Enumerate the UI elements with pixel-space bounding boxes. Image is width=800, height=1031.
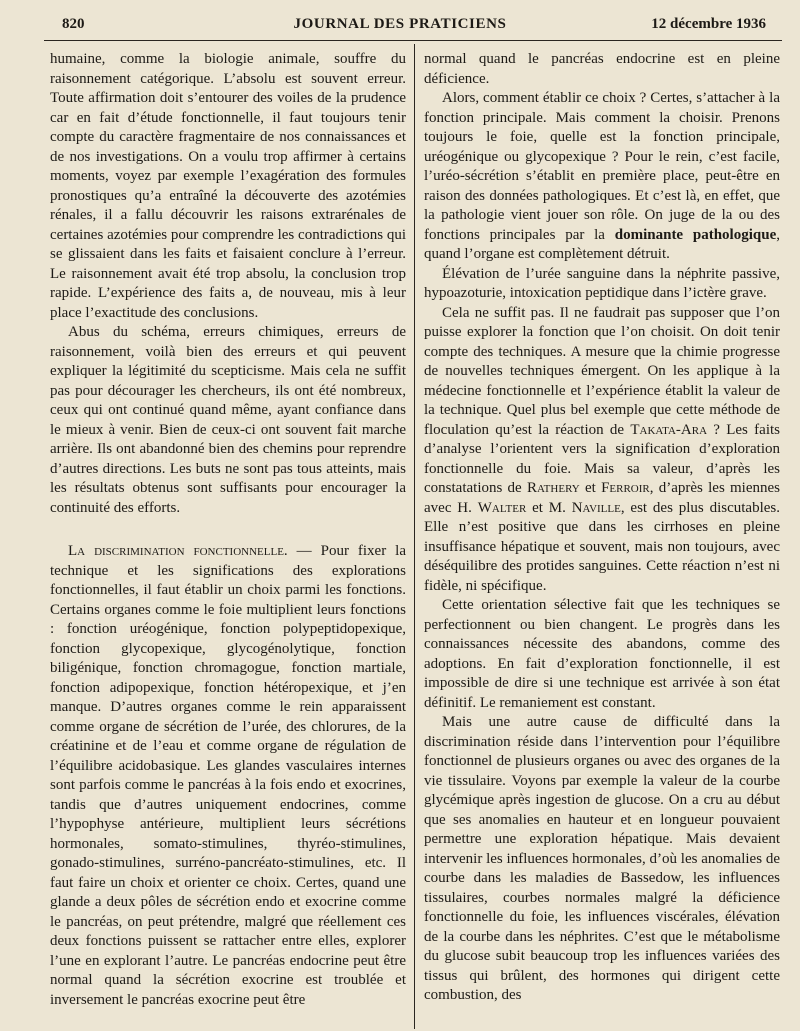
emphasis-text: dominante pathologique xyxy=(614,226,777,243)
author-name: Takata-Ara xyxy=(630,421,708,438)
paragraph: Abus du schéma, erreurs chimiques, erreurs de raisonnement, voilà bien des erreurs et qui peuvent expliquer la légitimité du scepticisme. Mais cela ne suffit pas pour décourager les chercheurs, ils ont été nombreux, ceux qui ont continué quand même, ayant confiance dans le mieux à venir. Bien de ceux-ci ont souvent fait marche arrière. Ils ont abandonné bien des chemins pour reprendre d’autres directions. Les buts ne sont pas tous atteints, mais les résultats obtenus sont suffisants pour encourager la continuité des efforts. xyxy=(50,324,406,516)
page-number: 820 xyxy=(62,16,85,32)
journal-title: JOURNAL DES PRATICIENS xyxy=(293,16,507,32)
paragraph xyxy=(50,542,406,1010)
paragraph: normal quand le pancréas endocrine est en pleine déficience. xyxy=(424,51,780,87)
column-divider xyxy=(414,44,415,1029)
paragraph-text: Alors, comment établir ce choix ? Certes, s’attacher à la fonction principale. Mais comment la choisir. Prenons toujours le foie, quelle est la fonction principale, uréogénique ou glycopexique ? Pour le rein, c’est facile, l’uréo-sécrétion s’établit en première place, peut-être en raison des données pathologiques. Et c’est là, en effet, que la pathologie vient jouer son rôle. On juge de la ou des fonctions principales par la xyxy=(424,90,780,243)
paragraph xyxy=(424,89,780,265)
paragraph: Élévation de l’urée sanguine dans la néphrite passive, hypoazoturie, intoxication peptidique dans l’ictère grave. xyxy=(424,265,780,301)
paragraph: humaine, comme la biologie animale, souffre du raisonnement catégorique. L’absolu est souvent erreur. Toute affirmation doit s’entourer des voiles de la prudence car en fait d’étude fonctionnelle, il faut toujours tenir compte du caractère fragmentaire de nos connaissances et de nos investigations. On a voulu trop affirmer à certains moments, voyez par exemple l’exagération des formules pronostiques qu’a entraîné la découverte des azotémies rénales, il a fallu découvrir les raisons extrarénales de certaines azotémies pour comprendre les contradictions qui se glissaient dans les faits et faisaient conclure à l’erreur. Le raisonnement avait été trop absolu, la conclusion trop rapide. L’expérience des faits a, de nouveau, mis à leur place l’exactitude des conclusions. xyxy=(50,51,406,321)
paragraph-text: et M. xyxy=(526,499,572,516)
paragraph-text: , est des plus discutables. Elle n’est positive que dans les cirrhoses en pleine insuffisance hépatique et souvent, mais non toujours, avec déséquilibre des protides sanguines. Cette réaction n’est ni fidèle, ni spécifique. xyxy=(424,499,780,594)
page-header xyxy=(0,14,800,38)
paragraph: Mais une autre cause de difficulté dans la discrimination réside dans l’intervention pour l’équilibre fonctionnel de plusieurs organes ou avec des organes de la vie tissulaire. Voyons par exemple la valeur de la courbe glycémique après ingestion de glucose. On a cru au début que ses anomalies en hauteur et en longueur pouvaient permettre une exploration hépatique. Mais devaient intervenir les influences hormonales, d’où les anomalies de courbe dans les maladies de Bassedow, les influences tissulaires, courbes normales malgré la déficience fonctionnelle du foie, les influences viscérales, élévation de la courbe dans les néphrites. C’est que le métabolisme du glucose subit beaucoup trop les influences variées des tissus qui brûlent, des hormones qui dirigent cette combustion, des xyxy=(424,714,780,1003)
author-name: Ferroir xyxy=(601,480,650,496)
section-heading: La discrimination fonctionnelle. xyxy=(68,543,288,559)
author-name: Naville xyxy=(571,499,621,516)
issue-date: 12 décembre 1936 xyxy=(651,16,766,32)
paragraph-text: Cela ne suffit pas. Il ne faudrait pas supposer que l’on puisse explorer la fonction que l’on choisit. On doit tenir compte des techniques. A mesure que la chimie progresse de nouvelles techniques émergent. On les applique à la médecine fonctionnelle et l’expérience établit la valeur de la technique. Quel plus bel exemple que cette méthode de floculation qu’est la réaction de xyxy=(424,304,780,438)
paragraph: Cette orientation sélective fait que les techniques se perfectionnent ou bien changent. Le progrès dans les connaissances nécessite des abandons, comme des adoptions. En fait d’exploration fonctionnelle, il est impossible de dire si une technique est arrivée à son état définitif. Le remaniement est constant. xyxy=(424,597,780,711)
right-column xyxy=(424,50,780,1006)
paragraph-text: ? Les faits d’analyse l’orientent vers la signification d’exploration fonctionnelle du foie. Mais sa valeur, d’après les constatations de xyxy=(424,421,780,496)
paragraph-text: , d’après les miennes avec H. xyxy=(424,480,781,516)
paragraph-text: , quand l’organe est complètement détruit. xyxy=(424,226,780,262)
header-rule xyxy=(44,40,782,41)
paragraph-text: — Pour fixer la technique et les significations des explorations fonctionnelles, il faut établir un choix parmi les fonctions. Certains organes comme le foie multiplient leurs fonctions : fonction uréogénique, fonction polypeptidopexique, fonction glycopexique, glycogénolytique, fonction biligénique, fonction chromagogue, fonction martiale, fonction adipopexique, fonction hétéropexique, et j’en manque. D’autres organes comme le rein apparaissent comme organe de sécrétion de l’urée, des chlorures, de la créatinine et de l’eau et comme organe de régulation de l’équilibre acidobasique. Les glandes vasculaires internes sont parfois comme le pancréas à la fois endo et exocrines, tandis que d’autres uniquement endocrines, comme l’hypophyse antérieure, multiplient leurs sécrétions hormonales, somato-stimulines, thyréo-stimulines, gonado-stimulines, surréno-pancréato-stimulines, etc. Il faut faire un choix et orienter ce choix. Certes, quand une glande a deux pôles de sécrétion endo et exocrine comme le pancréas, on peut prétendre, malgré que réellement ces deux fonctions puissent se rattacher entre elles, explorer l’une en explorant l’autre. Le pancréas endocrine peut être normal quand la sécrétion exocrine est troublée et inversement le pancréas exocrine peut être xyxy=(50,543,407,1008)
paragraph-text: et xyxy=(579,480,602,496)
paragraph xyxy=(424,304,780,597)
author-name: Rathery xyxy=(526,480,580,496)
left-column xyxy=(50,50,406,1010)
author-name: Walter xyxy=(477,499,527,516)
